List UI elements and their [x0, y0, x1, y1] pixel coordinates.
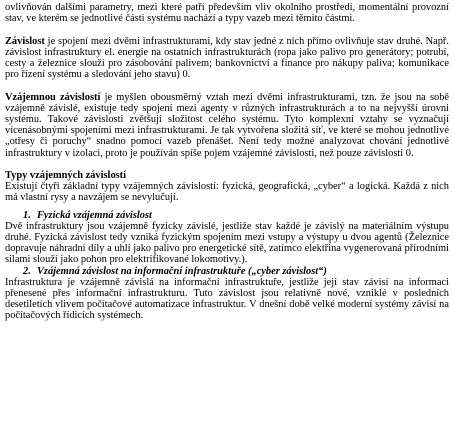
types-heading: Typy vzájemných závislostí	[5, 170, 127, 181]
dependency-term: Závislost	[5, 35, 45, 47]
cyber-heading-text: Vzájemná závislost na informační infrastruktuře („cyber závislost“)	[37, 265, 327, 277]
cyber-heading	[5, 266, 449, 277]
physical-heading-text: Fyzická vzájemná závislost	[37, 209, 152, 221]
interdependency-term: Vzájemnou závislostí	[5, 91, 101, 103]
physical-number: 1.	[23, 209, 31, 221]
dependency-paragraph	[5, 36, 449, 81]
physical-paragraph: Dvě infrastruktury jsou vzájemně fyzicky závislé, jestliže stav každé je závislý na materiálním výstupu druhé. Fyzická závislost tedy vzniká fyzickým spojením mezi vstupy a výstupy u dvou agentů (Železnice dopravuje náhradní díly a uhlí jako palivo pro energetické sítě, zatímco elektřina vygenerovaná přírodními silami slouží jako pohon pro elektrifikované lokomotivy.).	[5, 220, 449, 266]
interdependency-text: je myšlen obousměrný vztah mezi dvěmi infrastrukturami, tzn. že jsou na sobě vzájemně závislé, existuje tedy spojení mezi agenty v různých infrastrukturách a to na nejvyšší úrovni systému. Takové závislosti zvětšují složitost celého systému. Tyto komplexní vztahy se vyznačují vícenásobnými spojeními mezi infrastrukturami. Je tak vytvořena složitá síť, ve které se mohou jednotlivé „otřesy či poruchy“ snadno pomocí vazeb přenášet. Není tedy možné analyzovat chování jednotlivé infrastruktury v izolaci, proto je používán spíše pojem vzájemné závislosti, než pouze závislosti 0.	[5, 91, 449, 159]
interdependency-paragraph	[5, 92, 449, 159]
dependency-text: je spojení mezi dvěmi infrastrukturami, kdy stav jedné z nich přímo ovlivňuje stav druhé. Např. závislost infrastruktury el. energie na ostatních infrastrukturách (ropa jako palivo pro generátory; potrubí, cesty a železnice slouží pro zásobování palivem; bankovnictví a finance pro nákupy paliva; komunikace pro řízení systému a sledování jeho stavu) 0.	[5, 35, 449, 81]
intro-paragraph: ovlivňován dalšími parametry, mezi které patří především vliv okolního prostředí, momentální provozní stav, ve kterém se jednotlivé části systému nachází a typy vazeb mezi těmito částmi.	[5, 2, 449, 25]
cyber-number: 2.	[23, 265, 31, 277]
types-intro: Existují čtyři základní typy vzájemných závislostí: fyzická, geografická, „cyber“ a logická. Každá z nich má vlastní rysy a navzájem se nevylučují.	[5, 181, 449, 204]
cyber-paragraph: Infrastruktura je vzájemně závislá na informační infrastruktuře, jestliže její stav závisí na informaci přenesené přes informační infrastrukturu. Tuto závislost jsou relativně nové, vzniklé v posledních desetiletích vlivem počítačové automatizace infrastruktur. V dnešní době velké moderní systémy závisí na počítačových řídicích systémech.	[5, 276, 449, 322]
physical-heading	[5, 210, 449, 221]
